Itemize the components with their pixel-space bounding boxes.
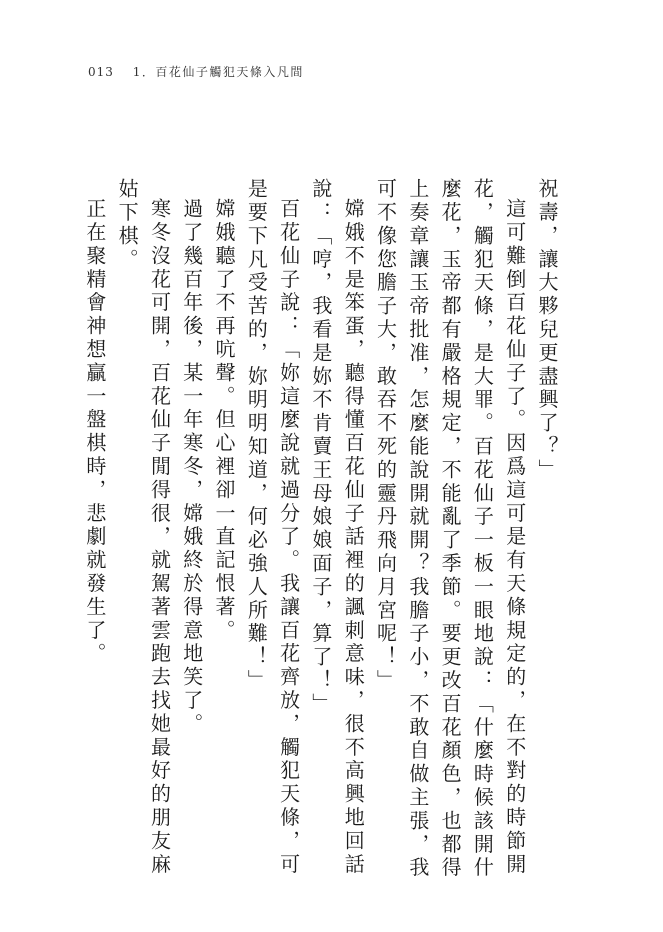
paragraph-5: 嫦娥聽了不再吭聲。但心裡卻一直記恨著。 bbox=[212, 198, 237, 643]
paragraph-2: 這可難倒百花仙子了。因爲這可是有天條規定的，在不對的時節開花，觸犯天條，是大罪。百花仙子一板一眼地說：「什麼時候該開什麼花，玉帝都有嚴格規定，不能亂了季節。要更改百花顏色，也都得上奏章讓玉帝批准，怎麼能說開就開？我膽子小，不敢自做主張，我可不像您膽子大，敢吞不死的靈丹飛向月宮呢！」 bbox=[373, 178, 527, 880]
paragraph-8: 正在聚精會神想贏一盤棋時，悲劇就發生了。 bbox=[82, 198, 107, 666]
paragraph-3: 嫦娥不是笨蛋，聽得懂百花仙子話裡的諷刺意味，很不高興地回話說：「哼，我看是妳不肯賣王母娘娘面子，算了！」 bbox=[308, 178, 366, 877]
body-text bbox=[79, 178, 563, 898]
paragraph-1: 祝壽，讓大夥兒更盡興了？」 bbox=[535, 178, 559, 483]
paragraph-6: 過了幾百年後，某一年寒冬，嫦娥終於得意地笑了。 bbox=[179, 198, 204, 737]
chapter-title: 1．百花仙子觸犯天條入凡間 bbox=[132, 65, 304, 79]
page-header bbox=[88, 63, 304, 80]
paragraph-4: 百花仙子說：「妳這麼說就過分了。我讓百花齊放，觸犯天條，可是要下凡受苦的，妳明明知道，何必強人所難！」 bbox=[244, 178, 301, 877]
page-number: 013 bbox=[88, 65, 114, 79]
paragraph-7: 寒冬沒花可開，百花仙子閒得很，就駕著雲跑去找她最好的朋友麻姑下棋。 bbox=[115, 178, 172, 877]
